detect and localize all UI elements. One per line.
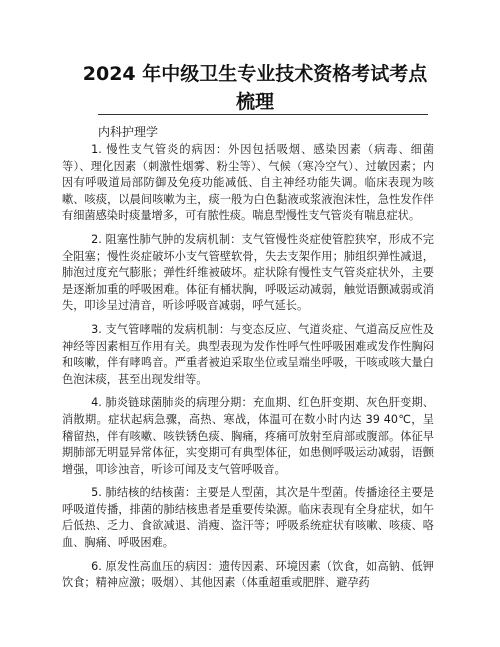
paragraph-4: 4. 肺炎链球菌肺炎的病理分期：充血期、红色肝变期、灰色肝变期、消散期。症状起病急骤，高热、寒战，体温可在数小时内达 39 40℃，呈稽留热，伴有咳嗽、咳铁锈色痰、胸痛，疼痛可放射至肩部或腹部。体征早期肺部无明显异常体征，实变期可有典型体征，如患侧呼吸运动减弱，语颤增强，叩诊浊音，听诊可闻及支气管呼吸音。 (62, 396, 434, 476)
paragraph-6: 6. 原发性高血压的病因：遗传因素、环境因素（饮食，如高钠、低钾饮食；精神应激；吸烟）、其他因素（体重超重或肥胖、避孕药 (62, 559, 434, 590)
paragraph-1: 1. 慢性支气管炎的病因：外因包括吸烟、感染因素（病毒、细菌等）、理化因素（刺激性烟雾、粉尘等）、气候（寒冷空气）、过敏因素；内因有呼吸道局部防御及免疫功能减低、自主神经功能失调。临床表现为咳嗽、咳痰，以晨间咳嗽为主，痰一般为白色黏液或浆液泡沫性，急性发作伴有细菌感染时痰量增多，可有脓性痰。喘息型慢性支气管炎有喘息症状。 (62, 143, 434, 223)
title-line-2: 梳理 (235, 91, 274, 113)
document-title (60, 60, 450, 116)
title-divider (98, 114, 428, 115)
paragraph-5: 5. 肺结核的结核菌：主要是人型菌，其次是牛型菌。传播途径主要是呼吸道传播，排菌的肺结核患者是重要传染源。临床表现有全身症状，如午后低热、乏力、食欲减退、消瘦、盗汗等；呼吸系统症状有咳嗽、咳痰、咯血、胸痛、呼吸困难。 (62, 486, 434, 550)
section-heading: 内科护理学 (98, 125, 159, 139)
paragraph-3: 3. 支气管哮喘的发病机制：与变态反应、气道炎症、气道高反应性及神经等因素相互作用有关。典型表现为发作性呼气性呼吸困难或发作性胸闷和咳嗽，伴有哮鸣音。严重者被迫采取坐位或呈端坐呼吸，干咳或咳大量白色泡沫痰，甚至出现发绀等。 (62, 322, 434, 386)
document-body (62, 142, 434, 599)
title-line-1: 2024 年中级卫生专业技术资格考试考点 (82, 63, 428, 85)
paragraph-2: 2. 阻塞性肺气肿的发病机制：支气管慢性炎症使管腔狭窄，形成不完全阻塞；慢性炎症破坏小支气管壁软骨，失去支架作用；肺组织弹性减退，肺泡过度充气膨胀；弹性纤维被破坏。症状除有慢性支气管炎症状外，主要是逐渐加重的呼吸困难。体征有桶状胸，呼吸运动减弱，触觉语颤减弱或消失，叩诊呈过清音，听诊呼吸音减弱，呼气延长。 (62, 232, 434, 313)
